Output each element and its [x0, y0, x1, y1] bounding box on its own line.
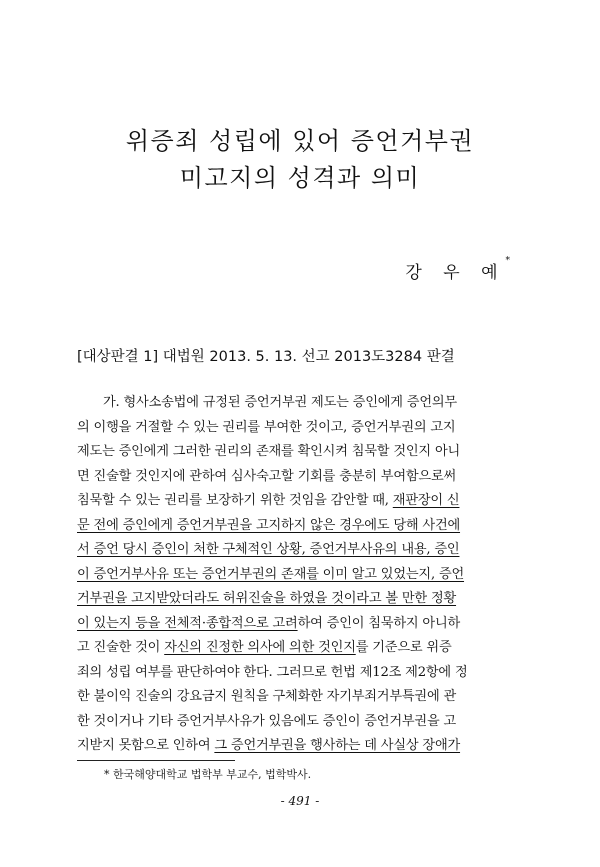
body-text: 한 것이거나 기타 증언거부사유가 있음에도 증인이 증언거부권을 고 — [77, 713, 457, 729]
body-text: 가. 형사소송법에 규정된 증언거부권 제도는 증인에게 증언의무 — [103, 395, 457, 410]
body-line — [77, 612, 521, 637]
underlined-text: 이 증언거부사유 또는 증언거부권의 존재를 이미 알고 있었는지, 증언 — [77, 566, 465, 582]
body-line — [77, 636, 521, 661]
author-name: 강 우 예 — [405, 263, 506, 283]
underlined-text: 서 증언 당시 증인이 처한 구체적인 상황, 증언거부사유의 내용, 증인 — [77, 542, 460, 557]
body-line — [77, 734, 521, 759]
underlined-text: 이 있는지 등을 전체적·종합적으로 고려 — [77, 615, 298, 631]
body-text: 지받지 못함으로 인하여 — [77, 738, 215, 753]
underlined-text: 자신의 진정한 의사에 의한 것인지 — [164, 640, 356, 655]
body-line — [77, 391, 521, 416]
body-line — [77, 489, 521, 514]
body-line — [77, 563, 521, 588]
body-text: 죄의 성립 여부를 판단하여야 한다. 그러므로 헌법 제12조 제2항에 정 — [77, 664, 468, 680]
body-paragraph — [77, 391, 521, 759]
footnote: * 한국해양대학교 법학부 부교수, 법학박사. — [104, 768, 312, 781]
body-line — [77, 465, 521, 490]
body-line — [77, 538, 521, 563]
underlined-text: 거부권을 고지받았더라도 허위진술을 하였을 것이라고 볼 만한 정황 — [77, 591, 457, 606]
underlined-text: 문 전에 증인에게 증언거부권을 고지하지 않은 경우에도 당해 사건에 — [77, 517, 461, 533]
body-text: 침묵할 수 있는 권리를 보장하기 위한 것임을 감안할 때, — [77, 493, 393, 508]
body-text: 하여 증인이 침묵하지 아니하 — [297, 615, 461, 631]
title-line-1: 위증죄 성립에 있어 증언거부권 — [125, 127, 475, 155]
body-line — [77, 661, 521, 686]
body-text: 의 이행을 거절할 수 있는 권리를 부여한 것이고, 증언거부권의 고지 — [77, 419, 456, 435]
underlined-text: 그 증언거부권을 행사하는 데 사실상 장애가 — [214, 738, 461, 753]
body-text: 를 기준으로 위증 — [355, 640, 452, 655]
body-text: 제도는 증인에게 그러한 권리의 존재를 확인시켜 침묵할 것인지 아니 — [77, 444, 461, 459]
body-text: 면 진술할 것인지에 관하여 심사숙고할 기회를 충분히 부여함으로써 — [77, 468, 457, 484]
title-line-2: 미고지의 성격과 의미 — [179, 164, 421, 192]
body-line — [77, 587, 521, 612]
body-text: 고 진술한 것이 — [77, 640, 165, 655]
body-text: 한 불이익 진술의 강요금지 원칙을 구체화한 자기부죄거부특권에 관 — [77, 689, 457, 704]
body-line — [77, 685, 521, 710]
body-line — [77, 710, 521, 735]
underlined-text: 재판장이 신 — [392, 493, 460, 508]
author — [405, 258, 510, 283]
body-line — [77, 416, 521, 441]
body-line — [77, 440, 521, 465]
page-number: - 491 - — [280, 794, 320, 808]
body-line — [77, 514, 521, 539]
case-reference: [대상판결 1] 대법원 2013. 5. 13. 선고 2013도3284 판결 — [77, 349, 455, 365]
author-footnote-mark: * — [505, 256, 510, 266]
footnote-divider — [77, 760, 235, 761]
